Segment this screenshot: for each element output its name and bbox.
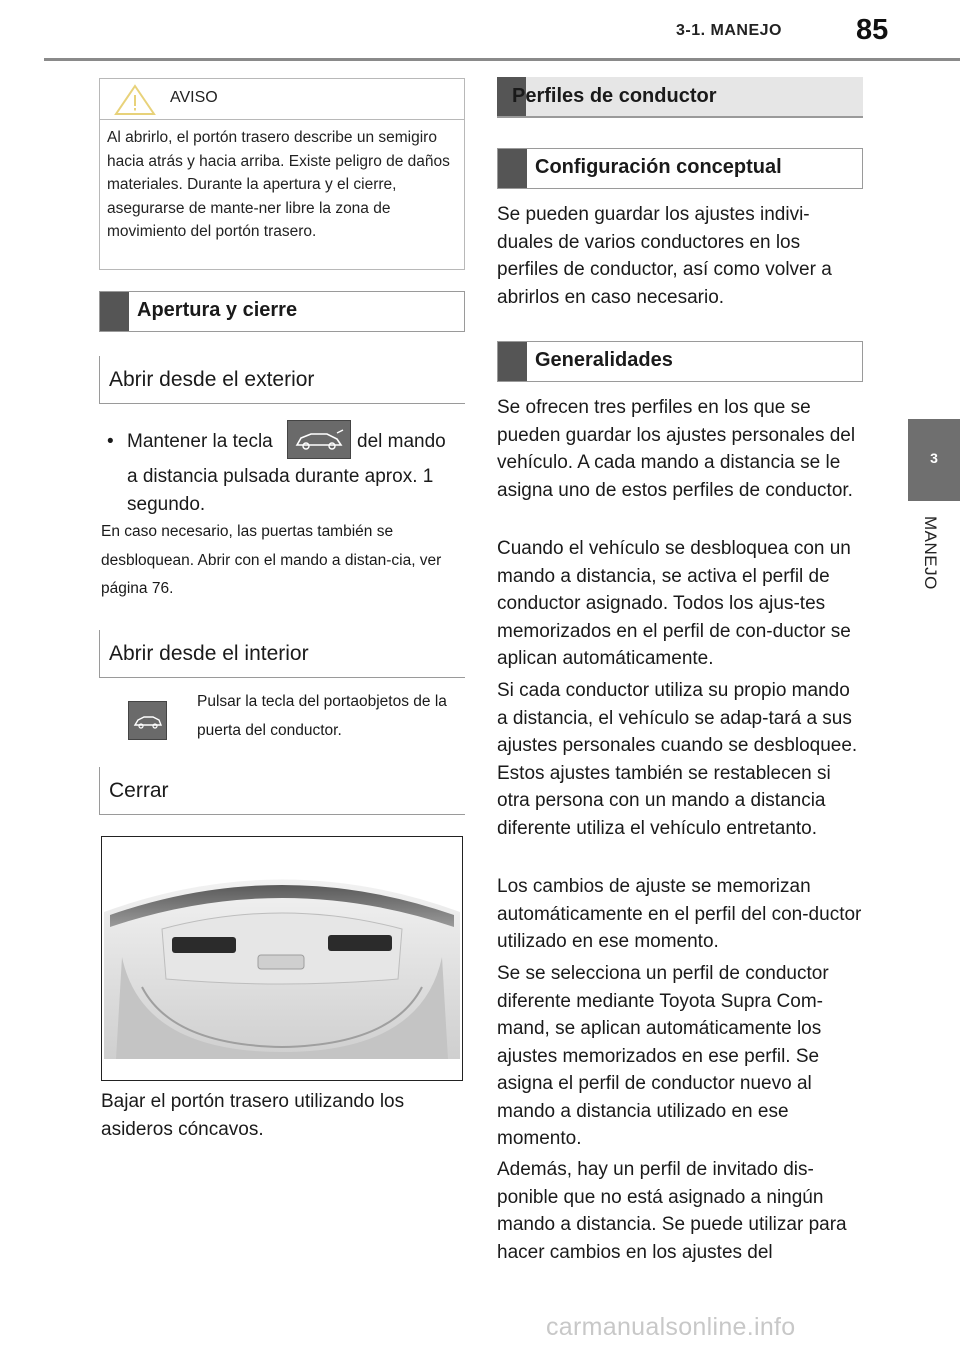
bullet-text-after: del mando bbox=[357, 431, 446, 452]
section-heading-marker bbox=[498, 149, 527, 188]
section-heading-title: Configuración conceptual bbox=[535, 156, 782, 178]
exterior-note: En caso necesario, las puertas también se desbloquean. Abrir con el mando a distan-cia, ver página 76. bbox=[101, 523, 442, 597]
tailgate-interior-photo bbox=[101, 836, 463, 1081]
interior-text: Pulsar la tecla del portaobjetos de la puerta del conductor. bbox=[197, 693, 447, 739]
generalidades-paragraph: Se ofrecen tres perfiles en los que se pueden guardar los ajustes personales del vehículo. A cada mando a distancia se le asigna uno de estos perfiles de conductor. bbox=[497, 397, 856, 501]
running-header: 3-1. MANEJO bbox=[676, 22, 782, 39]
section-heading-configuracion bbox=[497, 148, 863, 189]
tailgate-key-icon bbox=[287, 420, 351, 459]
chapter-tab-label: MANEJO bbox=[921, 516, 940, 590]
generalidades-paragraph: Se se selecciona un perfil de conductor diferente mediante Toyota Supra Com-mand, se aplican automáticamente los ajustes memorizados en ese perfil. Se asigna el perfil de conductor nuevo al mando a distancia utilizado en ese momento. bbox=[497, 963, 829, 1149]
section-heading-perfiles bbox=[497, 77, 863, 118]
bullet-text-before: Mantener la tecla bbox=[127, 431, 273, 452]
section-heading-title: Apertura y cierre bbox=[137, 299, 298, 321]
warning-text: Al abrirlo, el portón trasero describe un semigiro hacia atrás y hacia arriba. Existe peligro de daños materiales. Durante la apertura y el cierre, asegurarse de mante-ner libre la zona de movimiento del portón trasero. bbox=[107, 129, 450, 240]
subheading-rule bbox=[99, 403, 465, 404]
section-heading-apertura bbox=[99, 291, 465, 332]
subheading-cerrar: Cerrar bbox=[109, 779, 169, 802]
subheading-bar bbox=[99, 356, 100, 403]
warning-title: AVISO bbox=[170, 89, 218, 106]
section-heading-title: Perfiles de conductor bbox=[512, 85, 717, 107]
subheading-rule bbox=[99, 814, 465, 815]
header-rule bbox=[44, 58, 960, 61]
generalidades-paragraph: Además, hay un perfil de invitado dis-ponible que no está asignado a ningún mando a distancia. Se puede utilizar para hacer cambios en los ajustes del bbox=[497, 1159, 847, 1263]
subheading-exterior: Abrir desde el exterior bbox=[109, 368, 315, 391]
page-number: 85 bbox=[856, 14, 889, 46]
section-heading-marker bbox=[100, 292, 129, 331]
bullet-text-continuation: a distancia pulsada durante aprox. 1 segundo. bbox=[127, 466, 434, 515]
warning-triangle-icon bbox=[114, 84, 156, 116]
chapter-tab-number: 3 bbox=[930, 450, 938, 466]
generalidades-paragraph: Si cada conductor utiliza su propio mando a distancia, el vehículo se adap-tará a sus ajustes personales cuando se desbloquee. Estos ajustes también se restablecen si otra persona con un mando a distancia diferente utiliza el vehículo entretanto. bbox=[497, 680, 858, 839]
subheading-bar bbox=[99, 630, 100, 677]
section-heading-marker bbox=[498, 342, 527, 381]
generalidades-paragraph: Cuando el vehículo se desbloquea con un mando a distancia, se activa el perfil de conductor asignado. Todos los ajus-tes memorizados en el perfil de con-ductor se aplican automáticamente. bbox=[497, 538, 851, 669]
section-heading-title: Generalidades bbox=[535, 349, 673, 371]
section-heading-generalidades bbox=[497, 341, 863, 382]
watermark: carmanualsonline.info bbox=[546, 1313, 796, 1341]
subheading-bar bbox=[99, 767, 100, 814]
generalidades-paragraph: Los cambios de ajuste se memorizan automáticamente en el perfil del con-ductor utilizado en ese momento. bbox=[497, 876, 862, 952]
subheading-rule bbox=[99, 677, 465, 678]
configuracion-text: Se pueden guardar los ajustes indivi-duales de varios conductores en los perfiles de conductor, así como volver a abrirlos en caso necesario. bbox=[497, 204, 832, 308]
bullet-marker: • bbox=[107, 431, 114, 452]
tailgate-button-icon bbox=[128, 701, 167, 740]
subheading-interior: Abrir desde el interior bbox=[109, 642, 309, 665]
cerrar-text: Bajar el portón trasero utilizando los asideros cóncavos. bbox=[101, 1091, 405, 1140]
